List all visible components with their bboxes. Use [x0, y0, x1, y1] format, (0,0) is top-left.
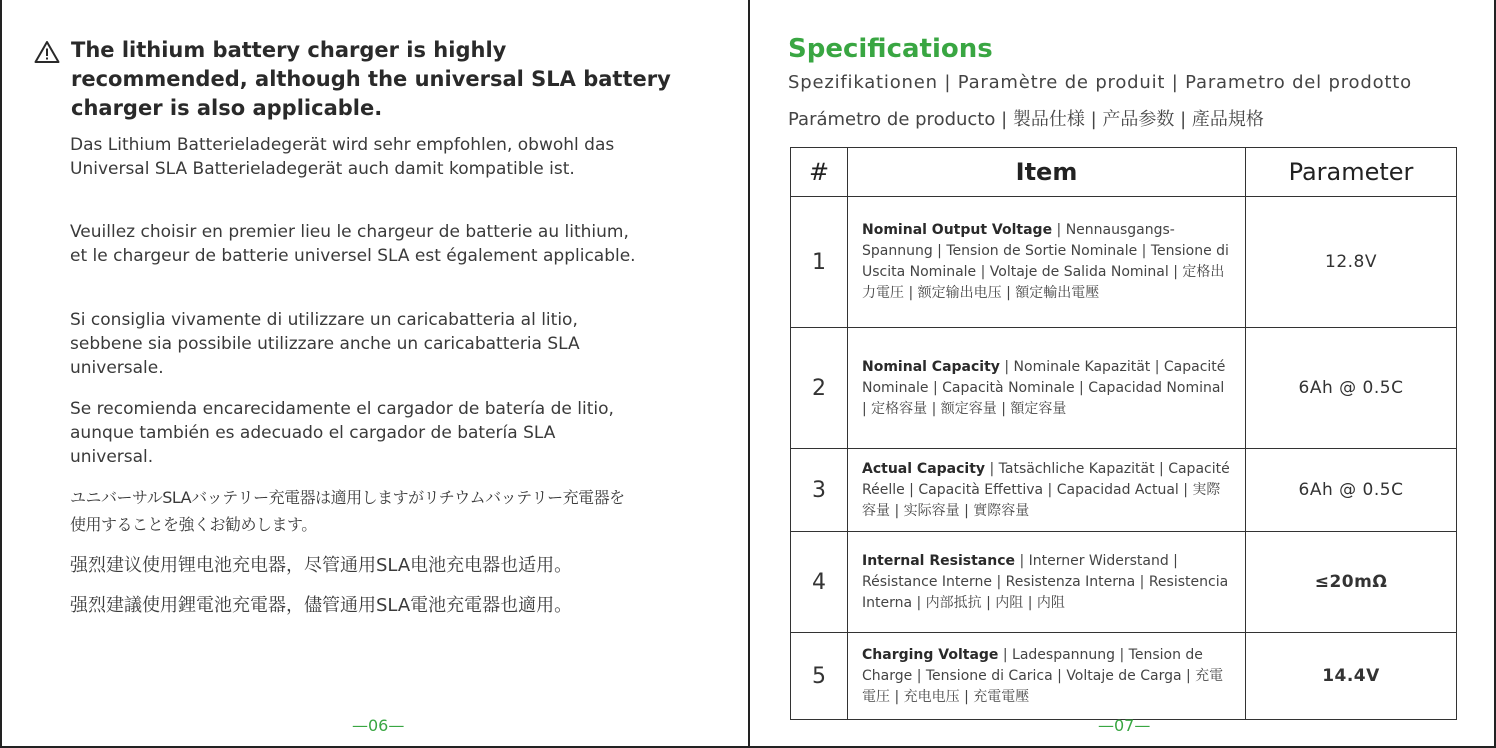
specifications-subtitle-1: Spezifikationen | Paramètre de produit | Parametro del prodotto: [788, 72, 1412, 93]
page-number-left: —06—: [352, 716, 405, 735]
paragraph-french: Veuillez choisir en premier lieu le chargeur de batterie au lithium, et le chargeur de batterie universel SLA est également applicable.: [70, 222, 636, 266]
table-row: [791, 532, 1457, 633]
row-parameter: 14.4V: [1246, 633, 1457, 720]
header-parameter: Parameter: [1246, 148, 1457, 197]
table-header-row: [791, 148, 1457, 197]
header-number: #: [791, 148, 848, 197]
row-number: 3: [791, 449, 848, 532]
right-page: [748, 0, 1496, 748]
row-parameter: 6Ah @ 0.5C: [1246, 328, 1457, 449]
paragraph-italian: Si consiglia vivamente di utilizzare un caricabatteria al litio, sebbene sia possibile utilizzare anche un caricabatteria SLA universale.: [70, 310, 580, 378]
row-number: 4: [791, 532, 848, 633]
row-item: [848, 532, 1246, 633]
table-row: [791, 328, 1457, 449]
row-item: [848, 328, 1246, 449]
table-row: [791, 449, 1457, 532]
row-item-translations: | Ladespannung | Tension de Charge | Tensione di Carica | Voltaje de Carga | 充電電圧 | 充电电压 | 充電電壓: [862, 646, 1224, 705]
row-item-title: Internal Resistance: [862, 552, 1015, 569]
row-item-title: Actual Capacity: [862, 460, 986, 477]
row-item: [848, 197, 1246, 328]
row-item-translations: | Nennausgangs-Spannung | Tension de Sortie Nominale | Tensione di Uscita Nominale | Voltaje de Salida Nominal | 定格出力電圧 | 额定输出电压 | 額定輸出電壓: [862, 222, 1229, 301]
row-item-translations: | Interner Widerstand | Résistance Interne | Resistenza Interna | Resistencia Interna | 内部抵抗 | 内阻 | 内阻: [862, 552, 1229, 611]
warning-triangle-icon: [34, 40, 60, 64]
table-row: [791, 197, 1457, 328]
table-row: [791, 633, 1457, 720]
page-number-right: —07—: [1098, 716, 1151, 735]
row-item-title: Nominal Capacity: [862, 358, 1000, 375]
row-number: 2: [791, 328, 848, 449]
paragraph-japanese: ユニバーサルSLAバッテリー充電器は適用しますがリチウムバッテリー充電器を使用することを強くお勧めします。: [70, 488, 625, 534]
specifications-table: [790, 147, 1457, 720]
specifications-title: Specifications: [788, 34, 993, 64]
paragraph-spanish: Se recomienda encarecidamente el cargador de batería de litio, aunque también es adecuado el cargador de batería SLA universal.: [70, 399, 614, 467]
row-number: 1: [791, 197, 848, 328]
row-item-translations: | Nominale Kapazität | Capacité Nominale | Capacità Nominale | Capacidad Nominal | 定格容量 | 额定容量 | 額定容量: [862, 358, 1226, 417]
row-item-translations: | Tatsächliche Kapazität | Capacité Réelle | Capacità Effettiva | Capacidad Actual | 実際容量 | 实际容量 | 實際容量: [862, 460, 1230, 519]
paragraph-chinese-traditional: 强烈建議使用鋰電池充電器，儘管通用SLA電池充電器也適用。: [70, 595, 573, 616]
warning-text: The lithium battery charger is highly recommended, although the universal SLA battery charger is also applicable.: [71, 38, 671, 120]
row-number: 5: [791, 633, 848, 720]
row-parameter: 12.8V: [1246, 197, 1457, 328]
specifications-subtitle-2: Parámetro de producto | 製品仕様 | 产品参数 | 產品規格: [788, 109, 1264, 130]
header-item: Item: [848, 148, 1246, 197]
row-item: [848, 449, 1246, 532]
row-item-title: Charging Voltage: [862, 646, 999, 663]
row-item-title: Nominal Output Voltage: [862, 222, 1053, 238]
row-parameter: 6Ah @ 0.5C: [1246, 449, 1457, 532]
row-parameter: ≤20mΩ: [1246, 532, 1457, 633]
row-item: [848, 633, 1246, 720]
paragraph-chinese-simplified: 强烈建议使用锂电池充电器，尽管通用SLA电池充电器也适用。: [70, 555, 573, 576]
paragraph-german: Das Lithium Batterieladegerät wird sehr empfohlen, obwohl das Universal SLA Batterieladegerät auch damit kompatible ist.: [70, 135, 615, 179]
